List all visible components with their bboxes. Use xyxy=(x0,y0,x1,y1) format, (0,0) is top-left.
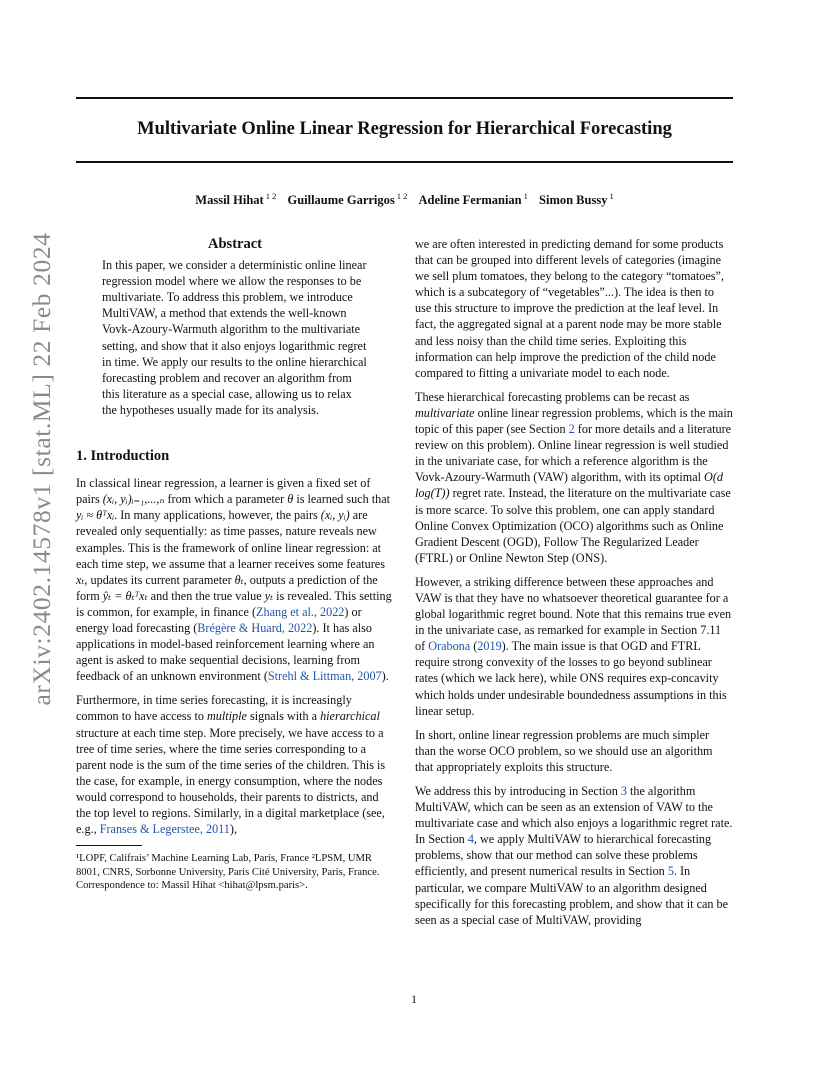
emphasis: multivariate xyxy=(415,405,475,420)
intro-paragraph-1: In classical linear regression, a learner is given a fixed set of pairs (xᵢ, yᵢ)ᵢ₌₁,...,ₙ from which a parameter θ is learned such that yᵢ ≈ θᵀxᵢ. In many applications, however, the pairs (xᵢ, yᵢ) are revealed only sequentially: as time passes, nature reveals new examples. This is the framework of online linear regression: at each time step, we assume that a learner receives some features xₜ, updates its current parameter θₜ, outputs a prediction of the form ŷₜ = θₜᵀxₜ and then the true value yₜ is revealed. This setting is common, for example, in finance (Zhang et al., 2022) or energy load forecasting (Brégère & Huard, 2022). It has also applications in model-based reinforcement learning where an agent is asked to make sequential decisions, learning from feedback of an unknown environment (Strehl & Littman, 2007). xyxy=(76,476,392,684)
author-affiliation: 1 xyxy=(609,191,614,201)
math-expr: ŷₜ = θₜᵀxₜ xyxy=(102,588,148,603)
math-expr: O(d log(T)) xyxy=(415,470,724,501)
citation-link[interactable]: Zhang et al., 2022 xyxy=(256,604,345,619)
math-expr: yₜ xyxy=(264,588,274,603)
citation-link[interactable]: Strehl & Littman, 2007 xyxy=(267,669,382,684)
section-ref-link[interactable]: 5 xyxy=(667,864,674,879)
math-expr: θ xyxy=(287,492,294,507)
author-list xyxy=(76,191,733,208)
citation-link[interactable]: Brégère & Huard, 2022 xyxy=(197,620,313,635)
math-expr: yᵢ ≈ θᵀxᵢ xyxy=(76,508,115,523)
right-paragraph-5: We address this by introducing in Section 3 the algorithm MultiVAW, which can be seen as an extension of VAW to the multivariate case and which also enjoys a logarithmic regret rate. In Section 4, we apply MultiVAW to hierarchical forecasting problems, show that our method can solve these problems efficiently, and present numerical results in Section 5. In particular, we compare MultiVAW to an algorithm designed specifically for this forecasting problem, and show that it can be seen as a special case of MultiVAW, providing xyxy=(415,784,733,927)
author-affiliation: 1 xyxy=(523,191,528,201)
title-top-rule xyxy=(76,97,733,99)
author xyxy=(287,193,407,207)
author xyxy=(419,193,528,207)
author-affiliation: 1 2 xyxy=(396,191,408,201)
section-ref-link[interactable]: 2 xyxy=(568,422,575,437)
arxiv-stamp: arXiv:2402.14578v1 [stat.ML] 22 Feb 2024 xyxy=(27,232,56,706)
emphasis: hierarchical xyxy=(320,709,380,724)
intro-paragraph-2: Furthermore, in time series forecasting, it is increasingly common to have access to multiple signals with a hierarchical structure at each time step. More precisely, we have access to a tree of time series, where the time series corresponding to a parent node is the sum of the time series of the children. This is the case, for example, in energy consumption, where the nodes would correspond to households, their parents to districts, and the top level to regions. Similarly, in a digital marketplace (see, e.g., Franses & Legerstee, 2011), xyxy=(76,693,386,837)
author-name: Massil Hihat xyxy=(195,193,264,207)
citation-link[interactable]: Franses & Legerstee, 2011 xyxy=(99,822,230,837)
right-paragraph-1: we are often interested in predicting demand for some products that can be grouped into different levels of categories (imagine we sell plum tomatoes, they belong to the category “tomatoes”, which is a subcategory of “vegetables”...). The idea is then to use this structure to improve the prediction at the leaf level. In fact, the aggregated signal at a parent node may be more stable and less noisy than the child time series. Exploiting this information can help improve the prediction of the child node compared to fitting a univariate model to each node. xyxy=(415,237,725,380)
title-bottom-rule xyxy=(76,161,733,163)
section-ref-link[interactable]: 4 xyxy=(467,832,474,847)
paper-title: Multivariate Online Linear Regression for Hierarchical Forecasting xyxy=(137,119,672,139)
right-paragraph-2: These hierarchical forecasting problems can be recast as multivariate online linear regression problems, which is the main topic of this paper (see Section 2 for more details and a literature review on this problem). Online linear regression is well studied in the univariate case, for which a reference algorithm is the Vovk-Azoury-Warmuth (VAW) algorithm, with its optimal O(d log(T)) regret rate. Instead, the literature on the multivariate case is more scarce. To solve this problem, one can apply standard Online Convex Optimization (OCO) algorithms such as Online Gradient Descent (OGD), Follow The Regularized Leader (FTRL) or Online Newton Step (ONS). xyxy=(415,389,733,565)
citation-link[interactable]: Orabona xyxy=(428,639,471,654)
math-expr: (xᵢ, yᵢ) xyxy=(320,508,350,523)
author-affiliation: 1 2 xyxy=(265,191,277,201)
author xyxy=(539,193,614,207)
abstract-text: In this paper, we consider a deterministic online linear regression model where we allow the responses to be multivariate. To address this problem, we introduce MultiVAW, a method that extends the well-known Vovk-Azoury-Warmuth algorithm to the multivariate setting, and show that it also enjoys logarithmic regret in time. We apply our results to the online hierarchical forecasting problem and recover an algorithm from this literature as a special case, allowing us to relax the hypotheses usually made for its analysis. xyxy=(102,258,367,417)
citation-link[interactable]: 2019 xyxy=(477,639,502,654)
section-heading-introduction: 1. Introduction xyxy=(76,448,170,465)
right-paragraph-4: In short, online linear regression problems are much simpler than the worse OCO problem, so we should use an algorithm that appropriately exploits this structure. xyxy=(415,727,713,774)
right-column xyxy=(415,236,733,936)
left-column xyxy=(76,236,394,892)
emphasis: multiple xyxy=(206,709,247,724)
author-name: Guillaume Garrigos xyxy=(287,193,395,207)
math-expr: (xᵢ, yᵢ)ᵢ₌₁,...,ₙ xyxy=(102,492,165,507)
author xyxy=(195,193,276,207)
right-paragraph-3: However, a striking difference between these approaches and VAW is that they have no whatsoever theoretical guarantee for a global logarithmic regret bound. Note that this remains true even in the univariate case, as remarked for example in Section 7.11 of Orabona (2019). The main issue is that OGD and FTRL require strong convexity of the losses to go beyond sublinear rates (which we lack here), while ONS requires exp-concavity which holds under undesirable boundedness assumptions in this linear setup. xyxy=(415,574,732,718)
footnote-rule xyxy=(76,845,142,846)
abstract-heading: Abstract xyxy=(208,236,262,252)
affiliation-footnote: ¹LOPF, Califrais’ Machine Learning Lab, Paris, France ²LPSM, UMR 8001, CNRS, Sorbonne University, Paris Cité University, Paris, France. Correspondence to: Massil Hihat <hihat@lpsm.paris>. xyxy=(76,853,380,891)
author-name: Adeline Fermanian xyxy=(418,193,522,207)
math-expr: θₜ xyxy=(234,572,244,587)
math-expr: xₜ xyxy=(76,572,85,587)
author-name: Simon Bussy xyxy=(539,193,608,207)
page-number: 1 xyxy=(411,992,417,1006)
section-ref-link[interactable]: 3 xyxy=(620,784,627,798)
